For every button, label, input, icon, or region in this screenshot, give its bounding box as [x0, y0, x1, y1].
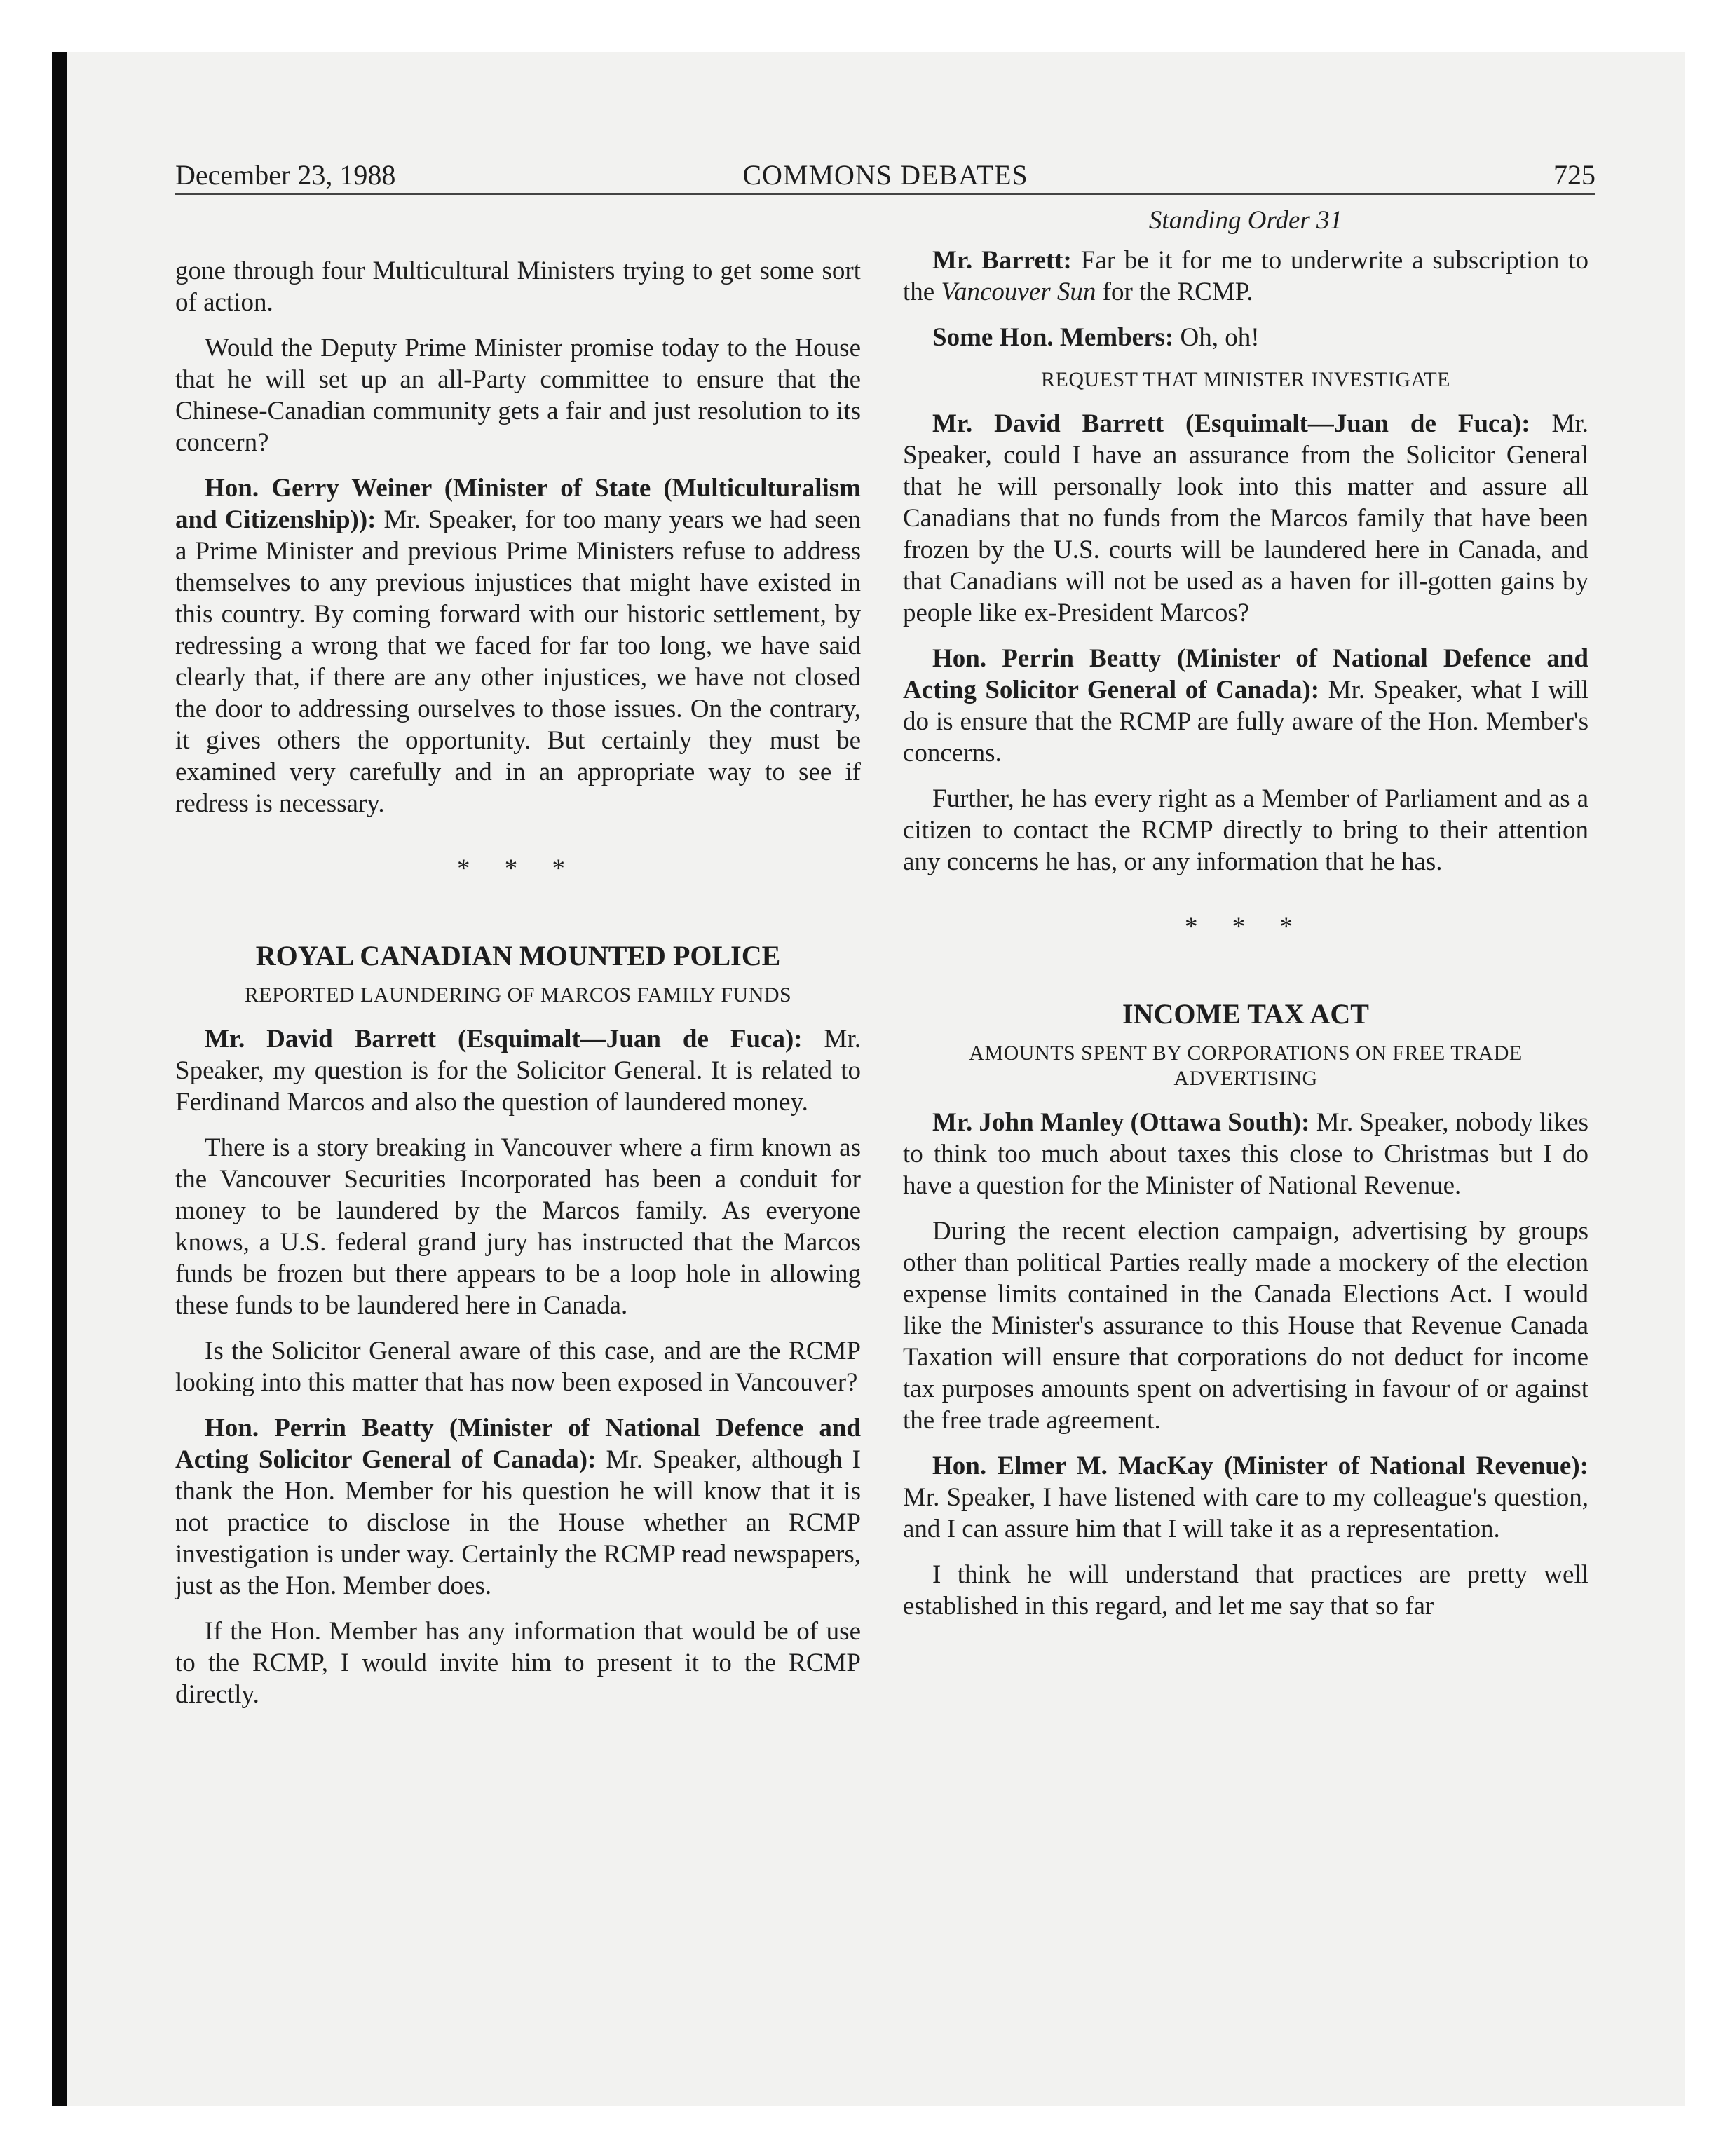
section-subhead: AMOUNTS SPENT BY CORPORATIONS ON FREE TRADE ADVERTISING [969, 1042, 1523, 1090]
paragraph: Further, he has every right as a Member of Parliament and as a citizen to contact the RCMP directly to bring to their attention any concerns he has, or any information that he has. [903, 784, 1588, 876]
header-page-number: 725 [1553, 159, 1595, 191]
scan-edge-shadow [52, 52, 67, 2106]
page-header [175, 157, 1595, 195]
section-subhead: REQUEST THAT MINISTER INVESTIGATE [1041, 368, 1450, 391]
right-column [903, 205, 1588, 1636]
paragraph-statement [903, 322, 1588, 353]
speaker-name: Mr. David Barrett (Esquimalt—Juan de Fuca): [205, 1025, 803, 1053]
paragraph-statement [903, 643, 1588, 769]
paragraph: There is a story breaking in Vancouver where a firm known as the Vancouver Securities Incorporated has been a conduit for money to be laundered by the Marcos family. As everyone knows, a U.S. federal grand jury has instructed that the Marcos funds be frozen but there appears to be a loop hole in allowing these funds to be laundered here in Canada. [175, 1133, 861, 1320]
section-subhead: REPORTED LAUNDERING OF MARCOS FAMILY FUNDS [244, 983, 792, 1007]
left-column [175, 205, 861, 1724]
section-separator: * * * [457, 854, 579, 883]
statement-text: Far be it for me to underwrite a subscription to the [903, 246, 1588, 306]
statement-text: for the RCMP. [1096, 278, 1253, 306]
paragraph-statement [903, 408, 1588, 629]
section-title: ROYAL CANADIAN MOUNTED POLICE [255, 940, 781, 971]
statement-text: Mr. Speaker, could I have an assurance from the Solicitor General that he will personally look into this matter and assure all Canadians that no funds from the Marcos family that have been frozen by the U.S. courts will be laundered here in Canada, and that Canadians will not be used as a haven for ill-gotten gains by people like ex-President Marcos? [903, 409, 1588, 627]
statement-text: Mr. Speaker, my question is for the Solicitor General. It is related to Ferdinand Marcos and also the question of laundered money. [175, 1025, 861, 1117]
statement-text: Mr. Speaker, nobody likes to think too much about taxes this close to Christmas but I do have a question for the Minister of National Revenue. [903, 1108, 1588, 1200]
paragraph: Is the Solicitor General aware of this case, and are the RCMP looking into this matter that has now been exposed in Vancouver? [175, 1337, 861, 1397]
speaker-name: Hon. Elmer M. MacKay (Minister of National Revenue): [932, 1452, 1588, 1480]
paragraph-statement [175, 1023, 861, 1118]
paragraph: Would the Deputy Prime Minister promise today to the House that he will set up an all-Party committee to ensure that the Chinese-Canadian community gets a fair and just resolution to its concern? [175, 334, 861, 457]
newspaper-title: Vancouver Sun [941, 278, 1096, 306]
speaker-name: Hon. Perrin Beatty (Minister of National Defence and Acting Solicitor General of Canada): [903, 644, 1588, 704]
statement-text: Mr. Speaker, although I thank the Hon. Member for his question he will know that it is not practice to disclose in the House whether an RCMP investigation is under way. Certainly the RCMP read newspapers, just as the Hon. Member does. [175, 1445, 861, 1600]
speaker-name: Hon. Perrin Beatty (Minister of National Defence and Acting Solicitor General of Canada): [175, 1414, 861, 1474]
paragraph-statement [175, 1412, 861, 1602]
paragraph: I think he will understand that practices are pretty well established in this regard, and let me say that so far [903, 1560, 1588, 1621]
header-title: COMMONS DEBATES [742, 159, 1028, 191]
speaker-name: Mr. David Barrett (Esquimalt—Juan de Fuca): [932, 409, 1530, 438]
speaker-name: Mr. Barrett: [932, 246, 1072, 275]
paragraph-continued: gone through four Multicultural Ministers trying to get some sort of action. [175, 257, 861, 317]
paragraph-statement [175, 472, 861, 819]
header-date: December 23, 1988 [175, 159, 396, 191]
statement-text: Oh, oh! [1173, 323, 1260, 352]
statement-text: Mr. Speaker, what I will do is ensure that the RCMP are fully aware of the Hon. Member's concerns. [903, 676, 1588, 767]
paragraph: If the Hon. Member has any information that would be of use to the RCMP, I would invite him to present it to the RCMP directly. [175, 1617, 861, 1709]
section-title: INCOME TAX ACT [1122, 998, 1369, 1030]
statement-text: Mr. Speaker, for too many years we had seen a Prime Minister and previous Prime Ministers refuse to address themselves to any previous injustices that might have existed in this country. By coming forward with our historic settlement, by redressing a wrong that we faced for far too long, we have said clearly that, if there are any other injustices, we have not closed the door to addressing ourselves to those issues. On the contrary, it gives others the opportunity. But certainly they must be examined very carefully and in an appropriate way to see if redress is necessary. [175, 505, 861, 818]
section-separator: * * * [1185, 913, 1307, 941]
speaker-name: Some Hon. Members: [932, 323, 1174, 352]
statement-text: Mr. Speaker, I have listened with care to my colleague's question, and I can assure him that I will take it as a representation. [903, 1483, 1588, 1543]
speaker-name: Mr. John Manley (Ottawa South): [932, 1108, 1310, 1137]
paragraph-statement [903, 1450, 1588, 1545]
paragraph: During the recent election campaign, advertising by groups other than political Parties really made a mockery of the election expense limits contained in the Canada Elections Act. I would like the Minister's assurance to this House that Revenue Canada Taxation will ensure that corporations do not deduct for income tax purposes amounts spent on advertising in favour of or against the free trade agreement. [903, 1217, 1588, 1435]
speaker-name: Hon. Gerry Weiner (Minister of State (Multiculturalism and Citizenship)): [175, 474, 861, 534]
paragraph-statement [903, 1107, 1588, 1201]
running-head: Standing Order 31 [1148, 206, 1343, 235]
paragraph-statement [903, 245, 1588, 308]
